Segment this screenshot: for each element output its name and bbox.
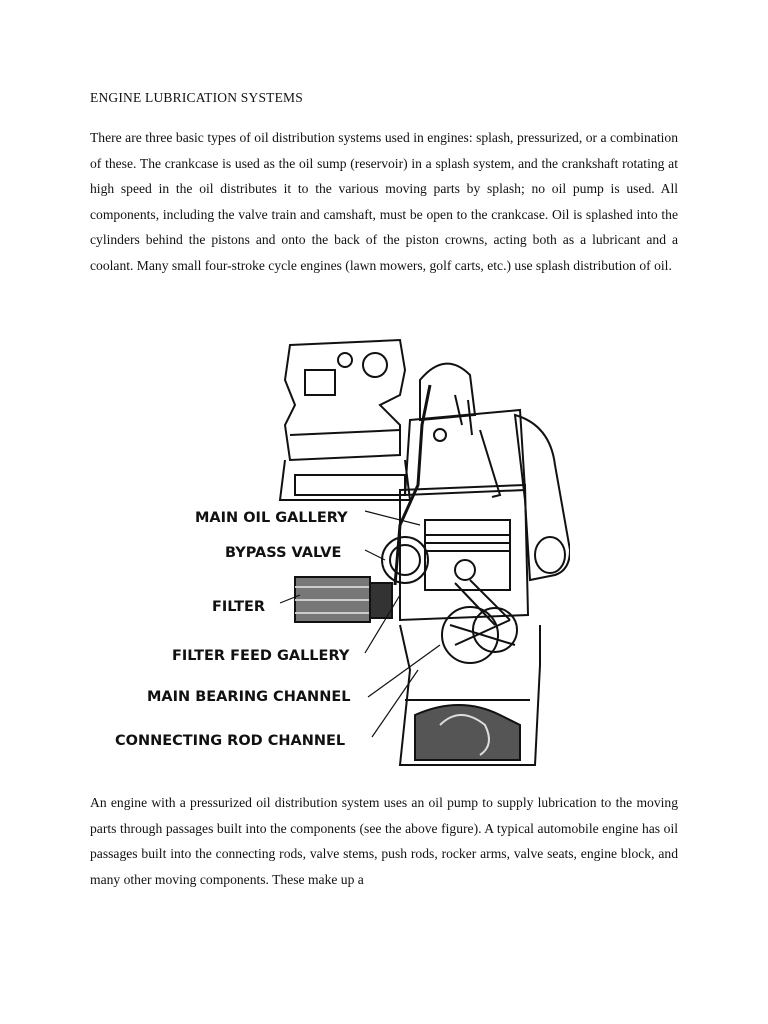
exhaust-manifold-drawing (515, 415, 570, 580)
paragraph-splash-system: There are three basic types of oil distribution systems used in engines: splash, pressurized, or a combination of these. The crankcase is used as the oil sump (reservoir) in a splash system, and the crankshaft rotating at high speed in the oil distributes it to the various moving parts by splash; no oil pump is used. All components, including the valve train and camshaft, must be open to the crankcase. Oil is splashed into the cylinders behind the pistons and onto the back of the piston crowns, acting both as a lubricant and a coolant. Many small four-stroke cycle engines (lawn mowers, golf carts, etc.) use splash distribution of oil. (90, 130, 678, 273)
label-main-bearing-channel: MAIN BEARING CHANNEL (147, 689, 351, 705)
document-heading: ENGINE LUBRICATION SYSTEMS (90, 90, 303, 105)
label-bypass-valve: BYPASS VALVE (225, 545, 342, 561)
paragraph-pressurized-system: An engine with a pressurized oil distribution system uses an oil pump to supply lubrication to the moving parts through passages built into the components (see the above figure). A typical automobile engine has oil passages built into the connecting rods, valve stems, push rods, rocker arms, valve seats, engine block, and many other moving components. These make up a (90, 795, 678, 887)
oil-pan-drawing (400, 625, 540, 765)
label-connecting-rod-channel: CONNECTING ROD CHANNEL (115, 733, 346, 749)
cylinder-block-drawing (400, 485, 528, 620)
label-filter-feed-gallery: FILTER FEED GALLERY (172, 648, 350, 664)
engine-lubrication-diagram (100, 325, 570, 775)
oil-filter-drawing (295, 577, 392, 622)
label-main-oil-gallery: MAIN OIL GALLERY (195, 510, 348, 526)
label-filter: FILTER (212, 599, 266, 615)
intake-manifold-drawing (280, 340, 410, 500)
bypass-valve-drawing (382, 537, 428, 583)
